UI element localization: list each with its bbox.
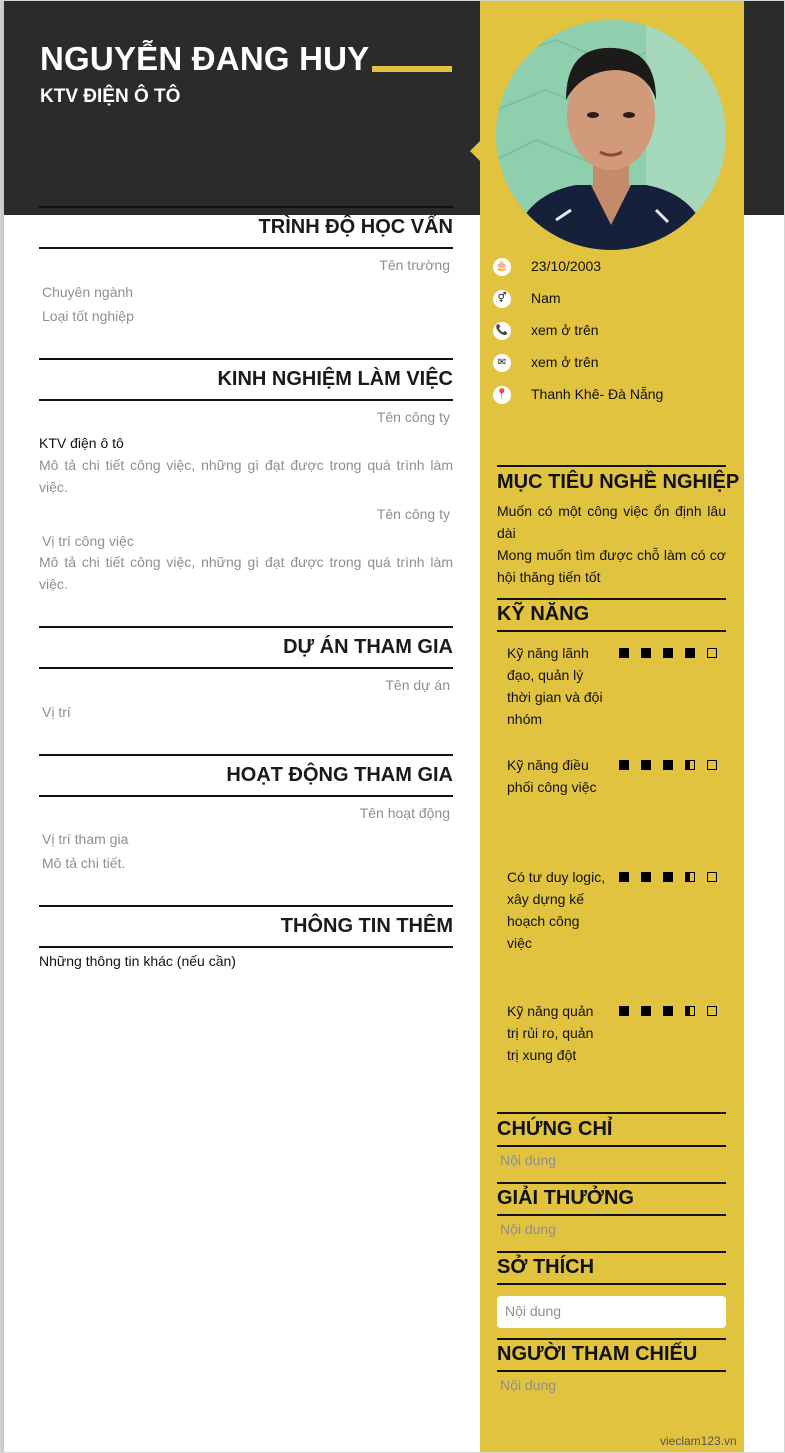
skill-level-dot (707, 872, 717, 882)
skill-level-dot (641, 760, 651, 770)
phone-value: xem ở trên (531, 322, 599, 338)
divider (39, 795, 453, 797)
divider (39, 399, 453, 401)
skill-name[interactable]: Kỹ năng lãnh đạo, quản lý thời gian và đội nhóm (507, 645, 603, 727)
divider (497, 1145, 726, 1147)
skill-level-dot (707, 648, 717, 658)
candidate-title: KTV ĐIỆN Ô TÔ (40, 86, 181, 107)
objective-line[interactable]: Muốn có một công việc ổn định lâu dài (497, 503, 726, 541)
divider (39, 358, 453, 360)
skill-level-dot (663, 1006, 673, 1016)
major[interactable]: Chuyên ngành (42, 284, 134, 300)
divider (39, 905, 453, 907)
divider (39, 667, 453, 669)
divider (497, 1214, 726, 1216)
section-title-skills: KỸ NĂNG (497, 603, 590, 625)
awards-content[interactable]: Nội dung (500, 1221, 557, 1237)
job-description[interactable]: Mô tả chi tiết công việc, những gì đạt được trong quá trình làm việc. (39, 554, 453, 592)
skill-name[interactable]: Kỹ năng quản trị rủi ro, quản trị xung đột (507, 1003, 594, 1063)
section-title-projects: DỰ ÁN THAM GIA (283, 636, 453, 658)
accent-bar (372, 66, 452, 72)
skill-level-dot (641, 872, 651, 882)
divider (497, 1182, 726, 1184)
skill-level-dot (619, 648, 629, 658)
location-icon: 📍 (493, 386, 511, 404)
hobbies-content: Nội dung (505, 1303, 562, 1319)
job-description[interactable]: Mô tả chi tiết công việc, những gì đạt được trong quá trình làm việc. (39, 457, 453, 495)
company-name[interactable]: Tên công ty (376, 506, 450, 522)
skill-level-dot (663, 872, 673, 882)
skill-level-dot (619, 760, 629, 770)
watermark: vieclam123.vn (660, 1434, 737, 1448)
skill-level-dot (619, 1006, 629, 1016)
activity-role[interactable]: Vị trí tham gia (42, 831, 129, 847)
birthday-value: 23/10/2003 (531, 258, 602, 274)
candidate-name: NGUYỄN ĐANG HUY (40, 40, 370, 77)
skill-level-dot (685, 872, 695, 882)
divider (497, 465, 726, 467)
phone-icon: 📞 (493, 322, 511, 340)
project-name[interactable]: Tên dự án (385, 677, 450, 693)
email-value: xem ở trên (531, 354, 599, 370)
activity-name[interactable]: Tên hoạt động (359, 805, 450, 821)
divider (39, 206, 453, 208)
objective-line[interactable]: Mong muốn tìm được chỗ làm có cơ hội thăng tiến tốt (497, 547, 726, 585)
page-left-edge (0, 0, 4, 1453)
graduation-grade[interactable]: Loại tốt nghiệp (42, 308, 134, 324)
skill-level-dot (685, 1006, 695, 1016)
divider (39, 754, 453, 756)
extra-info[interactable]: Những thông tin khác (nếu cần) (39, 953, 236, 969)
skill-level-dot (641, 1006, 651, 1016)
job-role[interactable]: KTV điện ô tô (39, 435, 124, 451)
company-name[interactable]: Tên công ty (376, 409, 450, 425)
skill-level-dot (707, 1006, 717, 1016)
gender-icon: ⚥ (493, 290, 511, 308)
divider (497, 1112, 726, 1114)
divider (39, 247, 453, 249)
section-title-activities: HOẠT ĐỘNG THAM GIA (226, 764, 453, 786)
skill-level-dot (707, 760, 717, 770)
section-title-awards: GIẢI THƯỞNG (497, 1187, 634, 1209)
section-title-objective: MỤC TIÊU NGHỀ NGHIỆP (497, 471, 740, 493)
section-title-hobbies: SỞ THÍCH (497, 1256, 595, 1278)
section-title-certificates: CHỨNG CHỈ (497, 1118, 613, 1140)
project-role[interactable]: Vị trí (42, 704, 71, 720)
cake-icon: 🎂 (493, 258, 511, 276)
skill-level-dot (685, 760, 695, 770)
section-title-extra: THÔNG TIN THÊM (280, 915, 453, 937)
address-value: Thanh Khê- Đà Nẵng (531, 386, 664, 402)
email-icon: ✉ (493, 354, 511, 372)
skill-name[interactable]: Kỹ năng điều phối công việc (507, 757, 597, 795)
skill-level-dot (663, 648, 673, 658)
divider (497, 1283, 726, 1285)
divider (497, 1370, 726, 1372)
skill-level-dot (641, 648, 651, 658)
certificates-content[interactable]: Nội dung (500, 1152, 557, 1168)
job-role[interactable]: Vị trí công việc (42, 533, 134, 549)
divider (497, 630, 726, 632)
divider (39, 946, 453, 948)
divider (497, 1251, 726, 1253)
sidebar-notch (470, 141, 480, 161)
hobbies-field[interactable] (497, 1296, 726, 1328)
section-title-experience: KINH NGHIỆM LÀM VIỆC (217, 368, 453, 390)
divider (497, 1338, 726, 1340)
divider (497, 598, 726, 600)
school-name[interactable]: Tên trường (379, 257, 450, 273)
skill-level-dot (619, 872, 629, 882)
section-title-references: NGƯỜI THAM CHIẾU (497, 1343, 698, 1365)
gender-value: Nam (531, 290, 561, 306)
skill-level-dot (663, 760, 673, 770)
section-title-education: TRÌNH ĐỘ HỌC VẤN (258, 216, 453, 238)
profile-photo[interactable] (496, 20, 726, 250)
divider (39, 626, 453, 628)
skill-name[interactable]: Có tư duy logic, xây dựng kế hoạch công việc (507, 869, 606, 951)
references-content[interactable]: Nội dung (500, 1377, 557, 1393)
activity-description[interactable]: Mô tả chi tiết. (42, 855, 126, 871)
skill-level-dot (685, 648, 695, 658)
